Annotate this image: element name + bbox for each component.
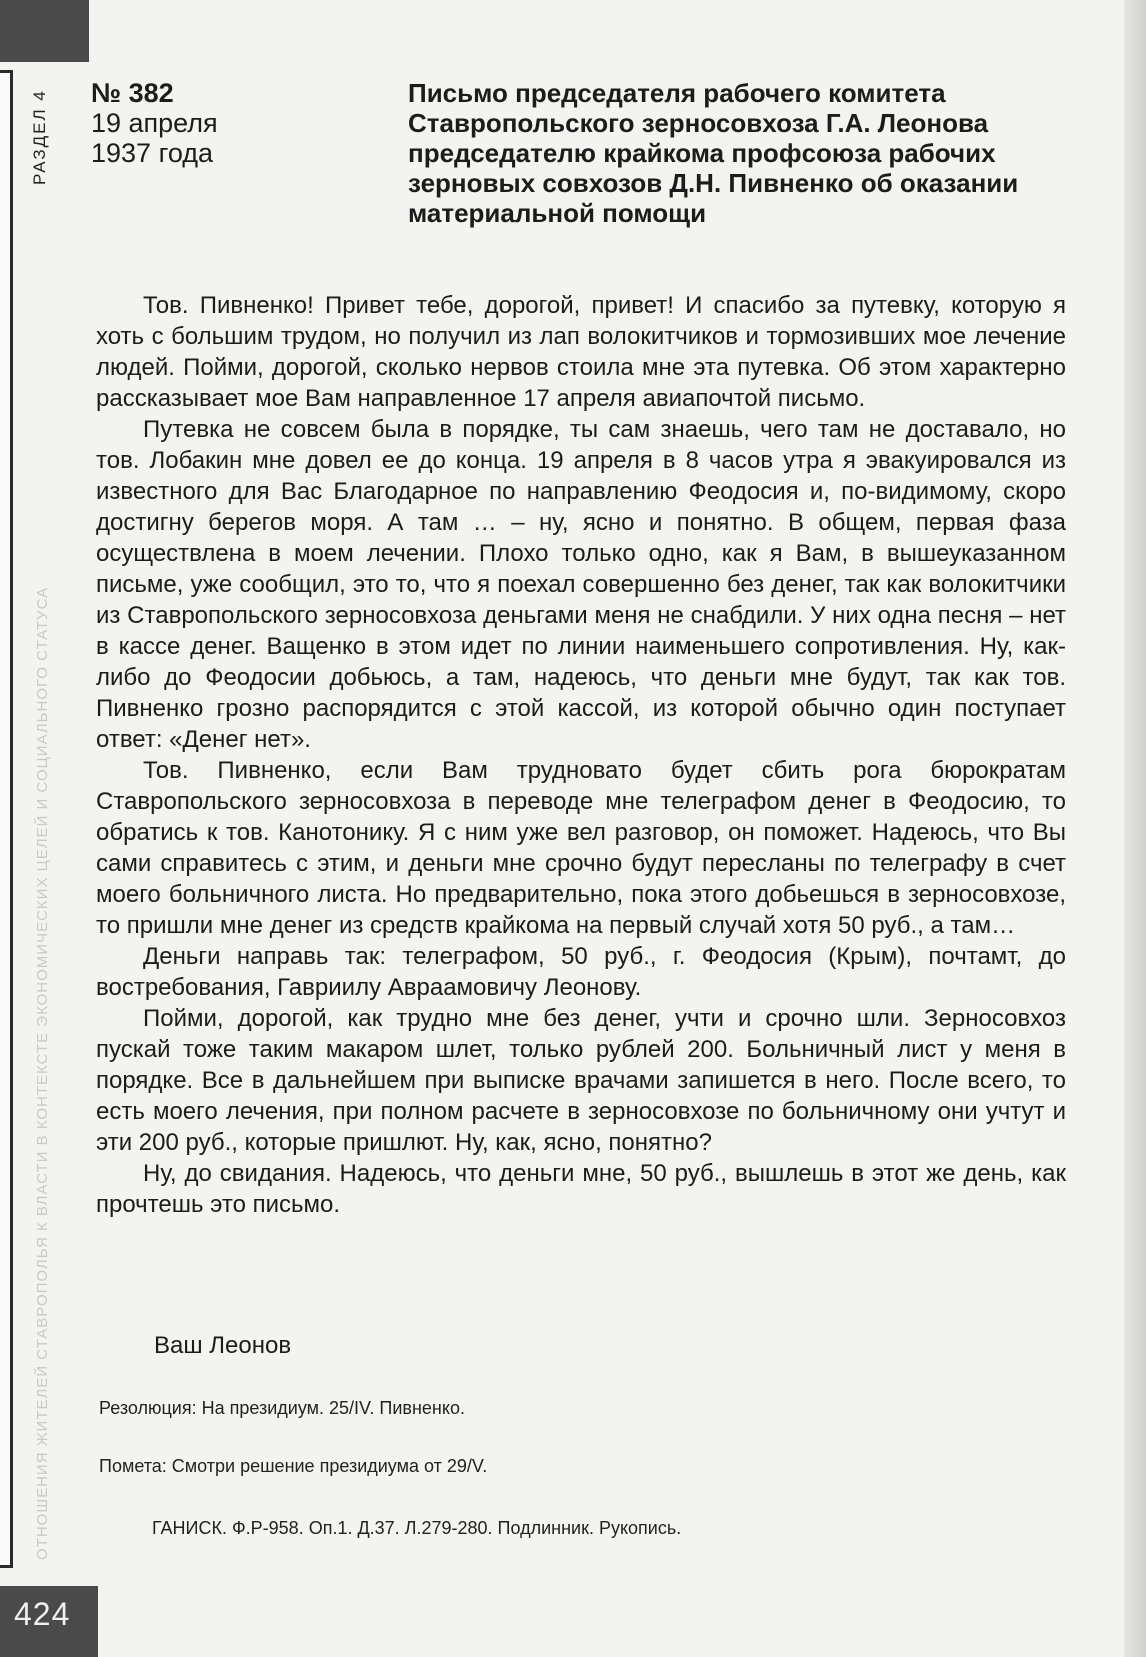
paragraph: Пойми, дорогой, как трудно мне без денег, учти и срочно шли. Зерносовхоз пускай тоже таким макаром шлет, только рублей 200. Больничный лист у меня в порядке. Все в дальнейшем при выписке врачами запишется в него. После всего, то есть моего лечения, при полном расчете в зерносовхозе по больничному они учтут и эти 200 руб., которые пришлют. Ну, как, ясно, понятно? <box>96 1005 1066 1156</box>
paragraph: Тов. Пивненко! Привет тебе, дорогой, привет! И спасибо за путевку, которую я хоть с большим трудом, но получил из лап волокитчиков и тормозивших мое лечение людей. Пойми, дорогой, сколько нервов стоила мне эта путевка. Об этом характерно рассказывает мое Вам направленное 17 апреля авиапочтой письмо. <box>96 292 1066 412</box>
document-date-day: 19 апреля <box>91 108 218 138</box>
signature: Ваш Леонов <box>154 1332 292 1359</box>
mark-note: Помета: Смотри решение президиума от 29/V. <box>99 1456 488 1476</box>
document-title: Письмо председателя рабочего комитета Ставропольского зерносовхоза Г.А. Леонова председателю крайкома профсоюза рабочих зерновых совхозов Д.Н. Пивненко об оказании материальной помощи <box>408 78 1019 228</box>
section-label: РАЗДЕЛ 4 <box>30 89 49 185</box>
document-date-year: 1937 года <box>91 138 214 168</box>
letter-body <box>96 290 1066 1220</box>
section-side-bar <box>0 70 13 1568</box>
paragraph: Тов. Пивненко, если Вам трудновато будет сбить рога бюрократам Ставропольского зерносовхоза в переводе мне телеграфом денег в Феодосию, то обратись к тов. Канотонику. Я с ним уже вел разговор, он поможет. Надеюсь, что Вы сами справитесь с этим, и деньги мне срочно будут пересланы по телеграфу в счет моего больничного листа. Но предварительно, пока этого добьешься в зерносовхозе, то пришли мне денег из средств крайкома на первый случай хотя 50 руб., а там… <box>96 757 1066 939</box>
page-number: 424 <box>14 1596 71 1632</box>
resolution-note: Резолюция: На президиум. 25/IV. Пивненко. <box>99 1398 465 1418</box>
side-bleed-text: ОТНОШЕНИЯ ЖИТЕЛЕЙ СТАВРОПОЛЬЯ К ВЛАСТИ В КОНТЕКСТЕ ЭКОНОМИЧЕСКИХ ЦЕЛЕЙ И СОЦИАЛЬНОГО СТАТУСА <box>34 586 51 1560</box>
corner-block-top <box>0 0 89 62</box>
paragraph: Путевка не совсем была в порядке, ты сам знаешь, чего там не доставало, но тов. Лобакин мне довел ее до конца. 19 апреля в 8 часов утра я эвакуировался из известного для Вас Благодарное по направлению Феодосия и, по-видимому, скоро достигну берегов моря. А там … – ну, ясно и понятно. В общем, первая фаза осуществлена в моем лечении. Плохо только одно, как я Вам, в вышеуказанном письме, уже сообщил, это то, что я поехал совершенно без денег, так как волокитчики из Ставропольского зерносовхоза деньгами меня не снабдили. У них одна песня – нет в кассе денег. Ващенко в этом идет по линии наименьшего сопротивления. Ну, как-либо до Феодосии добьюсь, а там, надеюсь, что деньги мне будут, так как тов. Пивненко грозно распорядится с этой кассой, из которой обычно один поступает ответ: «Денег нет». <box>96 416 1066 753</box>
document-number: № 382 <box>91 78 174 108</box>
paragraph: Ну, до свидания. Надеюсь, что деньги мне, 50 руб., вышлешь в этот же день, как прочтешь это письмо. <box>96 1160 1066 1218</box>
paragraph: Деньги направь так: телеграфом, 50 руб., г. Феодосия (Крым), почтамт, до востребования, Гавриилу Авраамовичу Леонову. <box>96 943 1066 1001</box>
archive-reference: ГАНИСК. Ф.Р-958. Оп.1. Д.37. Л.279-280. Подлинник. Рукопись. <box>152 1518 682 1538</box>
page-edge-shadow <box>1124 0 1146 1657</box>
document-meta <box>91 78 311 168</box>
